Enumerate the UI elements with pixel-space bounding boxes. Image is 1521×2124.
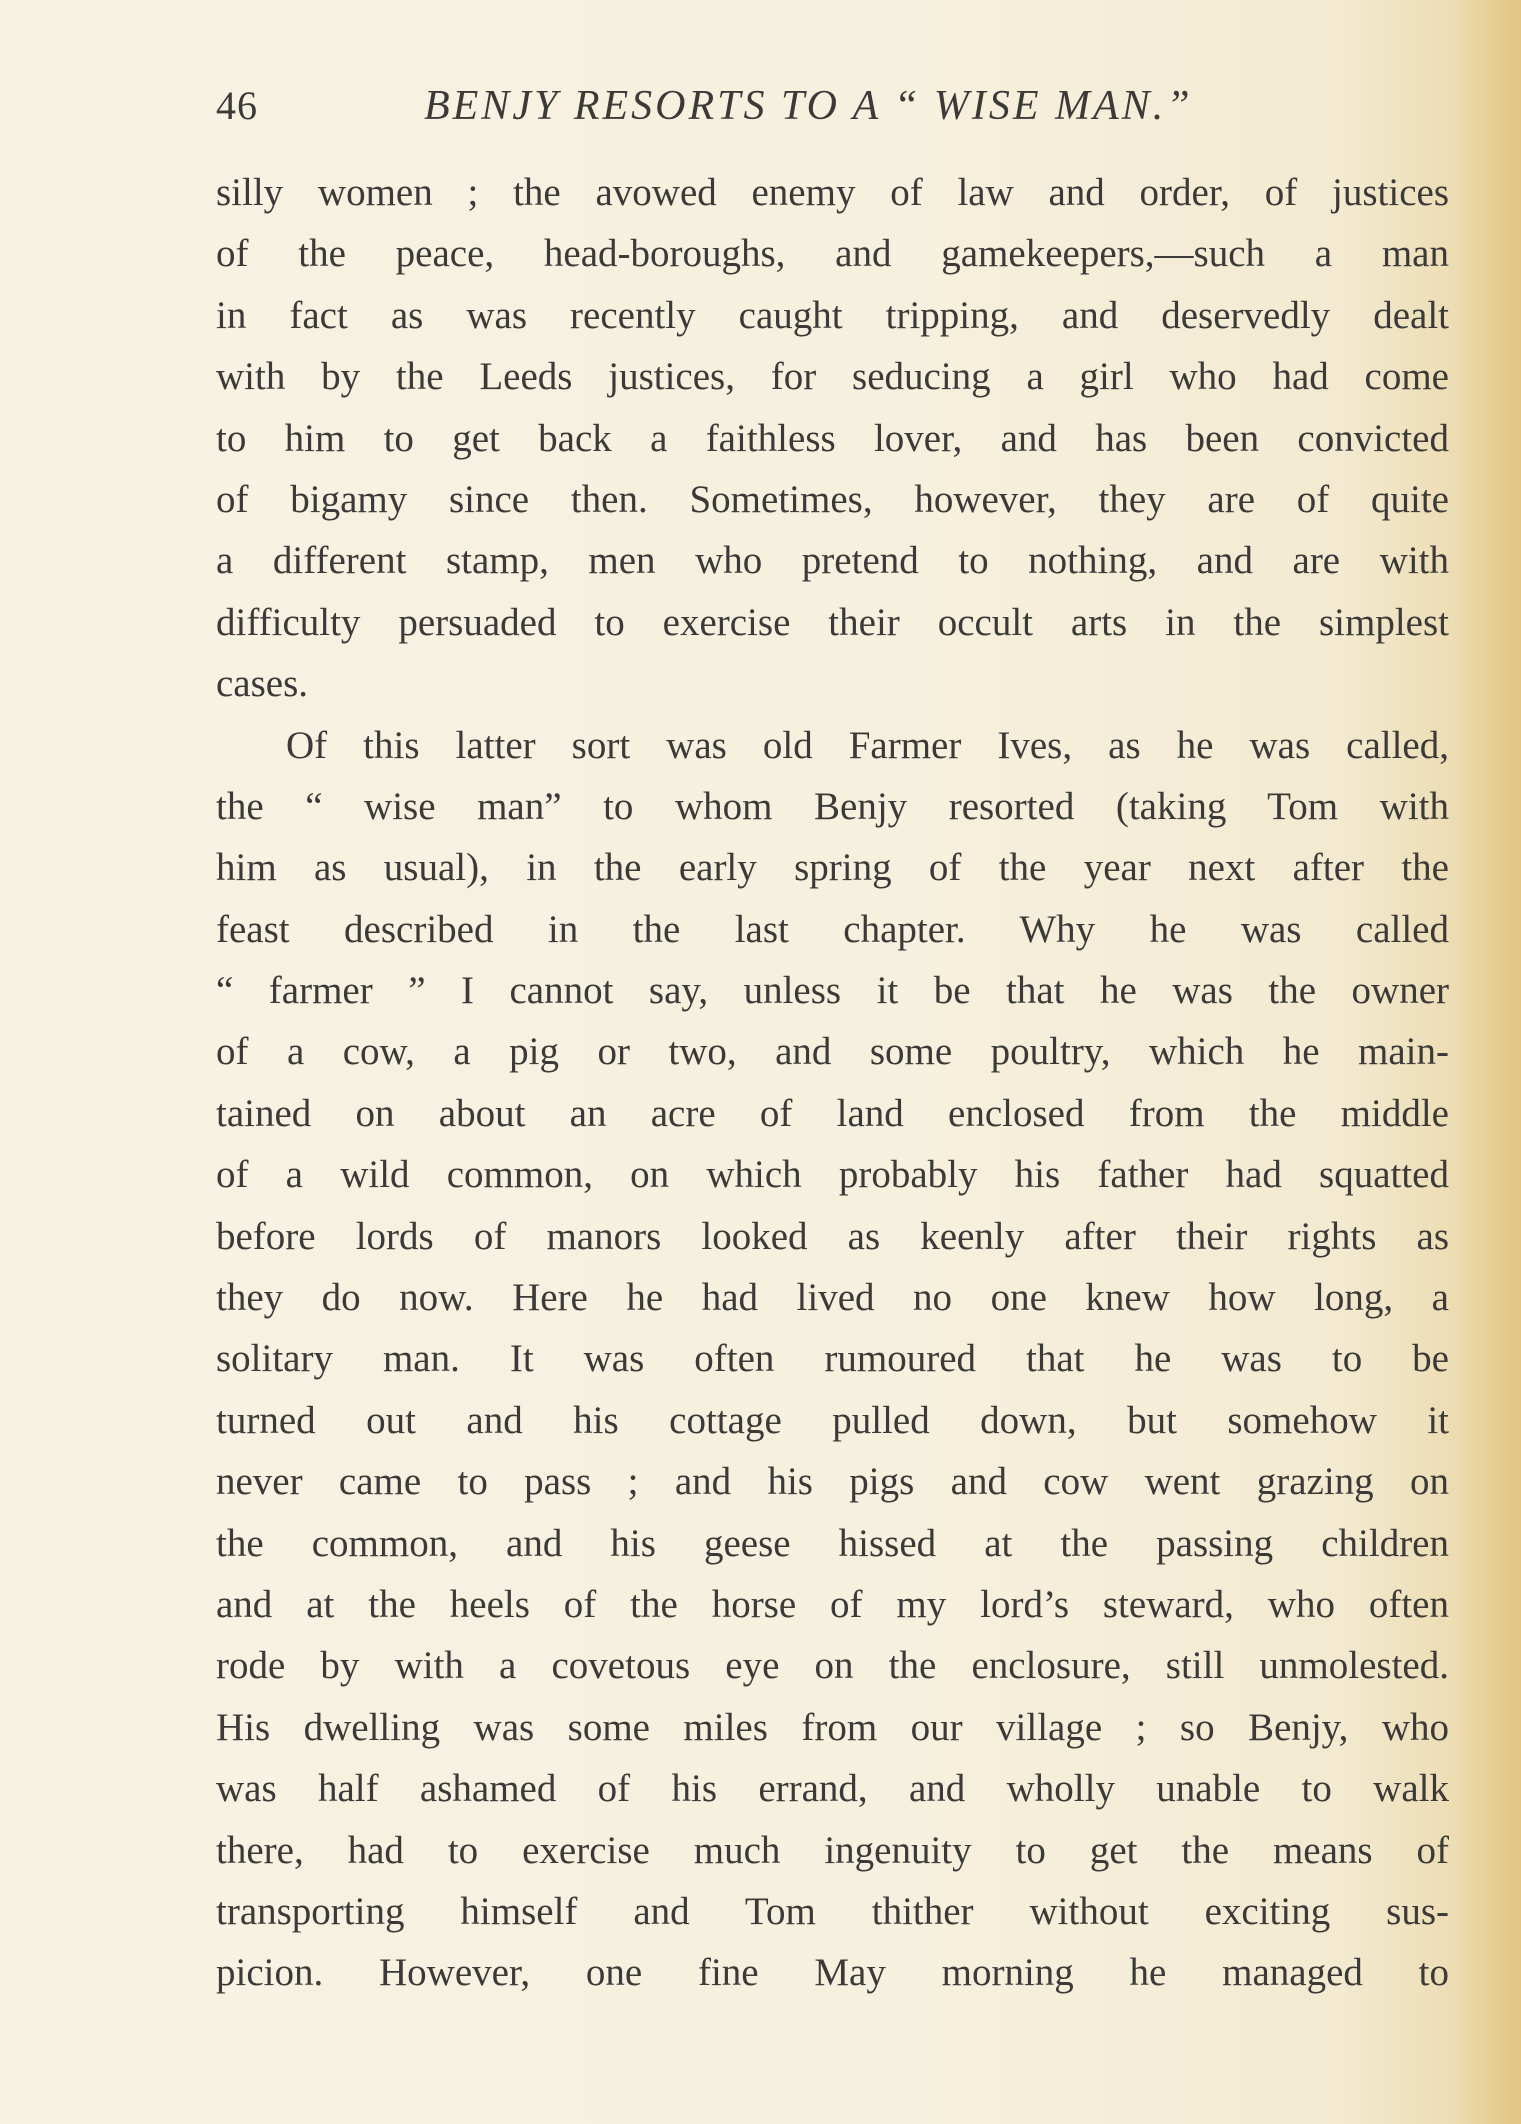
text-line: picion. However, one fine May morning he managed to [216, 1951, 1449, 1995]
text-line: turned out and his cottage pulled down, but somehow it [216, 1398, 1449, 1442]
text-line: solitary man. It was often rumoured that he was to be [216, 1337, 1449, 1381]
text-line: tained on about an acre of land enclosed from the middle [216, 1091, 1449, 1135]
text-line: His dwelling was some miles from our village ; so Benjy, who [216, 1705, 1449, 1749]
text-line: him as usual), in the early spring of the year next after the [216, 846, 1449, 890]
body-text [216, 162, 1449, 2004]
text-line: rode by with a covetous eye on the enclosure, still unmolested. [216, 1644, 1449, 1688]
text-line: feast described in the last chapter. Why he was called [216, 907, 1449, 951]
text-line: there, had to exercise much ingenuity to get the means of [216, 1828, 1449, 1872]
text-line: transporting himself and Tom thither without exciting sus- [216, 1889, 1449, 1933]
text-line: cases. [216, 662, 309, 706]
text-line: of bigamy since then. Sometimes, however, they are of quite [216, 477, 1449, 521]
text-line: silly women ; the avowed enemy of law and order, of justices [216, 171, 1449, 214]
text-line: never came to pass ; and his pigs and cow went grazing on [216, 1460, 1449, 1504]
text-line: of the peace, head-boroughs, and gamekeepers,—such a man [216, 232, 1449, 276]
text-line: difficulty persuaded to exercise their occult arts in the simplest [216, 600, 1449, 644]
text-line: “ farmer ” I cannot say, unless it be that he was the owner [216, 969, 1449, 1013]
paragraph-first-line: Of this latter sort was old Farmer Ives, as he was called, [286, 723, 1449, 767]
text-line: they do now. Here he had lived no one knew how long, a [216, 1276, 1449, 1320]
text-line: the common, and his geese hissed at the passing children [216, 1521, 1449, 1565]
text-line: the “ wise man” to whom Benjy resorted (taking Tom with [216, 784, 1449, 828]
text-line: in fact as was recently caught tripping, and deservedly dealt [216, 293, 1449, 337]
text-line: to him to get back a faithless lover, and has been convicted [216, 416, 1449, 460]
text-line: was half ashamed of his errand, and wholly unable to walk [216, 1767, 1449, 1811]
text-line: of a cow, a pig or two, and some poultry, which he main- [216, 1030, 1449, 1074]
running-title: BENJY RESORTS TO A “ WISE MAN.” [424, 83, 1193, 129]
running-header [216, 82, 1446, 142]
text-line: before lords of manors looked as keenly after their rights as [216, 1214, 1449, 1258]
text-line: with by the Leeds justices, for seducing a girl who had come [216, 355, 1449, 399]
page-number: 46 [216, 83, 258, 128]
text-line: and at the heels of the horse of my lord’s steward, who often [216, 1582, 1449, 1626]
text-line: a different stamp, men who pretend to nothing, and are with [216, 539, 1449, 583]
text-line: of a wild common, on which probably his father had squatted [216, 1153, 1449, 1197]
page-gutter-shadow [1451, 0, 1521, 2124]
